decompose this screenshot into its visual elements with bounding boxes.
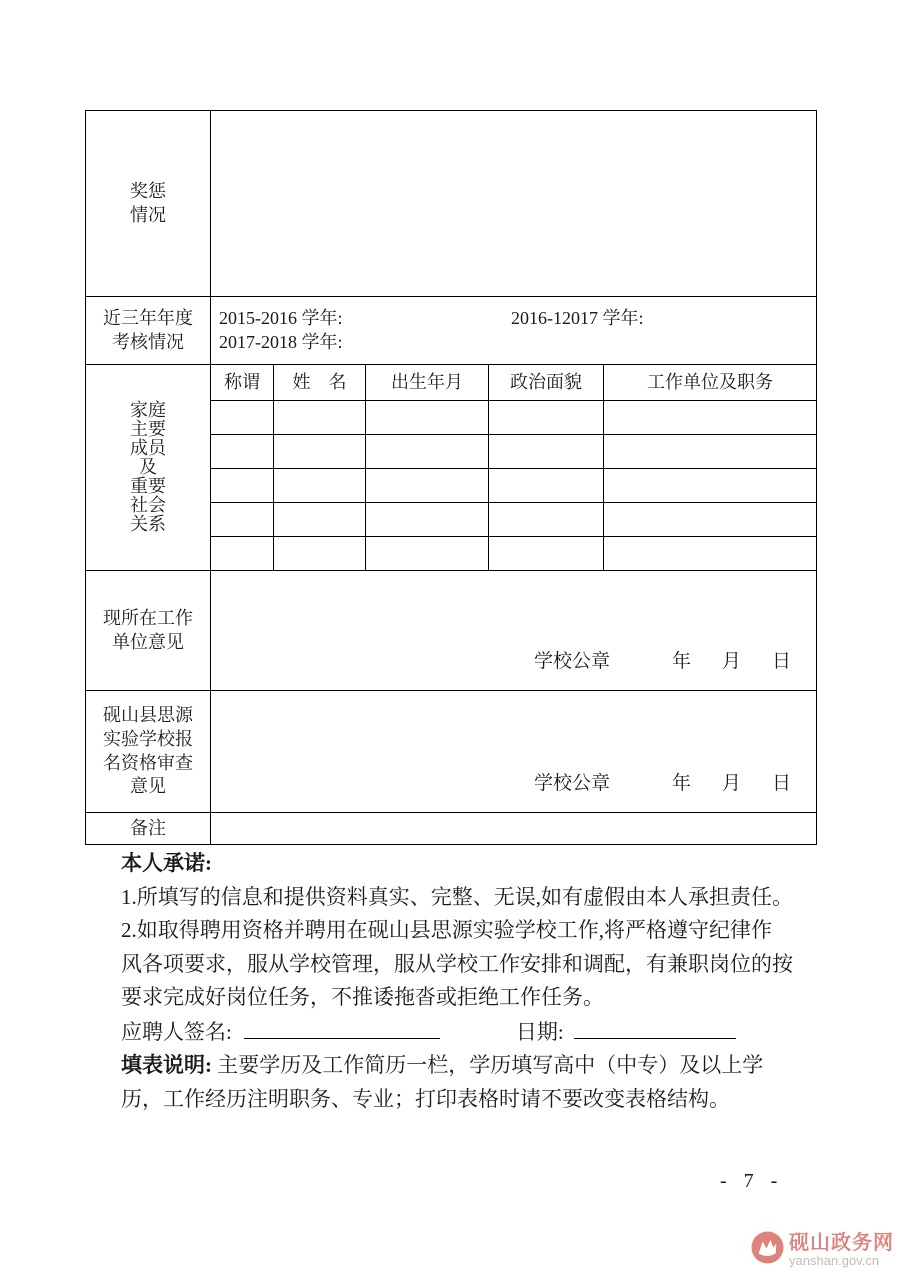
family-cell — [604, 503, 817, 537]
family-cell — [211, 435, 274, 469]
site-name: 砚山政务网 — [789, 1232, 894, 1254]
application-form-table — [85, 110, 817, 845]
signature-label: 应聘人签名: — [121, 1019, 232, 1044]
family-cell — [366, 503, 489, 537]
row-assessment — [86, 297, 817, 365]
rewards-value-cell — [211, 111, 817, 297]
school-seal-label: 学校公章 — [534, 650, 611, 672]
row-family-header — [86, 365, 817, 401]
promise-line-2: 2.如取得聘用资格并聘用在砚山县思源实验学校工作,将严格遵守纪律作 — [121, 918, 772, 942]
school-review-opinion-cell — [211, 691, 817, 813]
family-label-line: 主要 — [130, 419, 166, 439]
notes-line-2: 历，工作经历注明职务、专业；打印表格时请不要改变表格结构。 — [121, 1086, 730, 1111]
date-label: 日期: — [515, 1019, 564, 1044]
date-blank-line — [574, 1015, 736, 1039]
promise-line-3: 风各项要求，服从学校管理，服从学校工作安排和调配，有兼职岗位的按 — [121, 951, 793, 976]
family-cell — [274, 503, 366, 537]
family-cell — [604, 469, 817, 503]
family-cell — [211, 537, 274, 571]
school-review-label — [86, 691, 211, 813]
promise-line-1: 1.所填写的信息和提供资料真实、完整、无误,如有虚假由本人承担责任。 — [121, 884, 793, 909]
row-current-unit — [86, 571, 817, 691]
family-cell — [211, 469, 274, 503]
family-header-name: 姓 名 — [274, 365, 366, 401]
family-label-line: 成员 — [130, 438, 166, 458]
current-unit-opinion-cell — [211, 571, 817, 691]
family-label-line: 及 — [139, 457, 157, 477]
assessment-year-2: 2016-12017 学年: — [511, 307, 644, 328]
family-cell — [604, 537, 817, 571]
date-blanks: 年 月 日 — [672, 772, 798, 794]
assessment-value-cell — [211, 297, 817, 365]
page-number: - 7 - — [720, 1170, 784, 1192]
family-cell — [274, 537, 366, 571]
assessment-label — [86, 297, 211, 365]
assessment-year-1: 2015-2016 学年: — [219, 307, 343, 328]
remarks-label: 备注 — [86, 813, 211, 845]
family-header-workunit: 工作单位及职务 — [604, 365, 817, 401]
assessment-line-2 — [219, 331, 812, 355]
promise-section — [121, 847, 811, 1116]
family-header-birth: 出生年月 — [366, 365, 489, 401]
family-cell — [489, 537, 604, 571]
family-cell — [489, 503, 604, 537]
school-review-label-line: 名资格审查 — [103, 752, 193, 773]
family-label — [86, 365, 211, 571]
notes-heading: 填表说明: — [121, 1053, 212, 1077]
site-domain: yanshan.gov.cn — [789, 1253, 880, 1268]
family-cell — [274, 469, 366, 503]
current-unit-label-line: 现所在工作 — [103, 607, 193, 628]
site-watermark-text — [789, 1226, 894, 1268]
family-cell — [211, 503, 274, 537]
assessment-label-line: 近三年年度 — [103, 307, 193, 328]
school-seal-label: 学校公章 — [534, 772, 611, 794]
family-cell — [366, 537, 489, 571]
family-cell — [604, 401, 817, 435]
family-cell — [211, 401, 274, 435]
current-unit-label — [86, 571, 211, 691]
family-cell — [489, 401, 604, 435]
school-review-label-line: 实验学校报 — [103, 728, 193, 749]
family-header-title: 称谓 — [211, 365, 274, 401]
family-cell — [366, 435, 489, 469]
family-label-line: 社会 — [130, 495, 166, 515]
row-remarks — [86, 813, 817, 845]
current-unit-stamp-line — [534, 649, 797, 674]
school-review-label-line: 意见 — [130, 776, 166, 797]
rewards-label — [86, 111, 211, 297]
family-label-line: 关系 — [130, 514, 166, 534]
family-cell — [604, 435, 817, 469]
signature-row — [121, 1015, 811, 1050]
assessment-year-3: 2017-2018 学年: — [219, 331, 343, 352]
family-cell — [274, 435, 366, 469]
signature-blank-line — [244, 1015, 440, 1039]
current-unit-label-line: 单位意见 — [112, 631, 184, 652]
notes-line-1 — [121, 1049, 811, 1083]
row-rewards — [86, 111, 817, 297]
row-school-review — [86, 691, 817, 813]
family-label-line: 重要 — [130, 476, 166, 496]
family-cell — [274, 401, 366, 435]
remarks-value-cell — [211, 813, 817, 845]
assessment-label-line: 考核情况 — [112, 331, 184, 352]
school-review-stamp-line — [534, 771, 797, 796]
promise-line-4: 要求完成好岗位任务，不推诿拖沓或拒绝工作任务。 — [121, 985, 604, 1009]
family-header-politics: 政治面貌 — [489, 365, 604, 401]
family-cell — [489, 435, 604, 469]
date-blanks: 年 月 日 — [672, 650, 798, 672]
rewards-label-line: 奖惩 — [130, 180, 166, 201]
yanshan-logo-icon — [751, 1231, 784, 1264]
assessment-line-1 — [219, 307, 812, 331]
family-cell — [489, 469, 604, 503]
family-cell — [366, 469, 489, 503]
site-watermark — [751, 1226, 894, 1268]
promise-heading: 本人承诺: — [121, 851, 212, 875]
family-cell — [366, 401, 489, 435]
rewards-label-line: 情况 — [130, 204, 166, 225]
school-review-label-line: 砚山县思源 — [103, 705, 193, 725]
family-label-line: 家庭 — [130, 400, 166, 420]
notes-text-1: 主要学历及工作简历一栏，学历填写高中（中专）及以上学 — [217, 1053, 764, 1077]
